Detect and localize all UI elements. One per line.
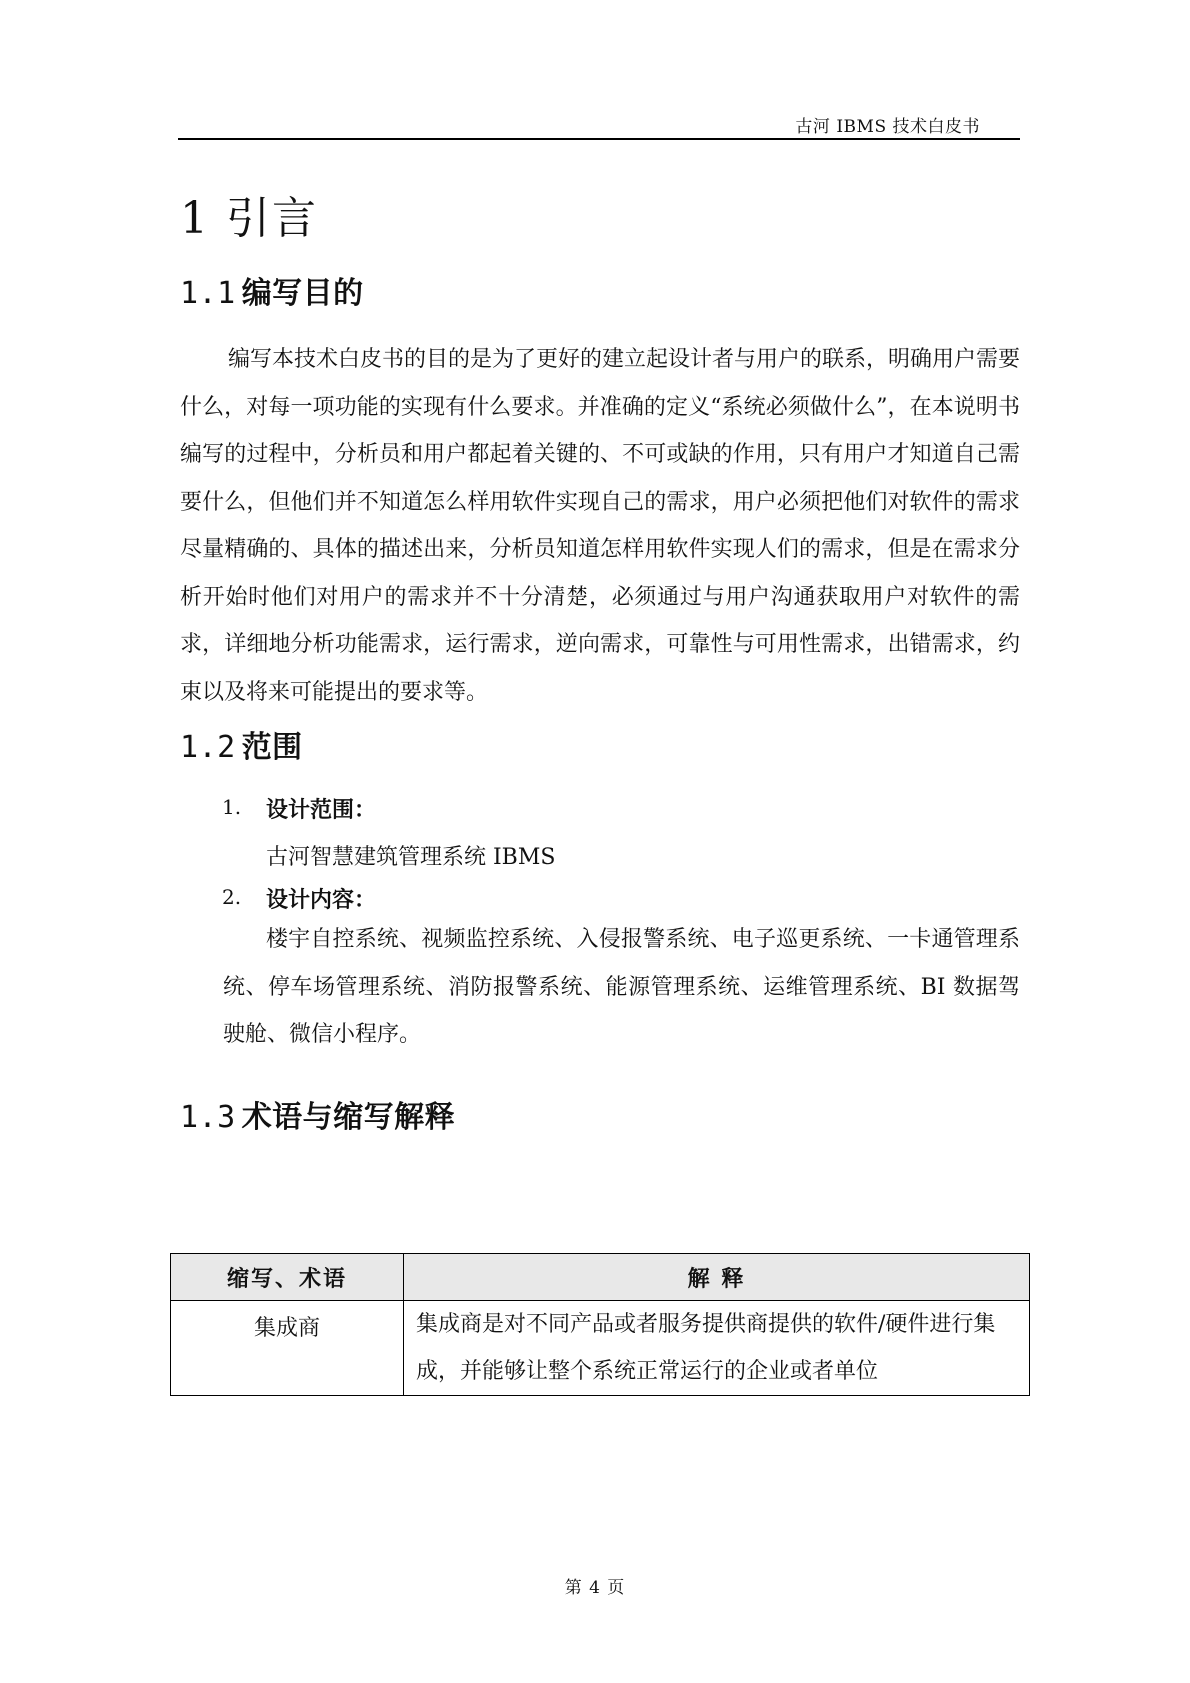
definition-cell: 集成商是对不同产品或者服务提供商提供的软件/硬件进行集成，并能够让整个系统正常运行的企业或者单位 bbox=[404, 1301, 1030, 1396]
header-divider bbox=[178, 138, 1020, 140]
list-item-label: 设计内容： bbox=[266, 888, 377, 913]
column-header-term: 缩写、术语 bbox=[171, 1254, 404, 1301]
terms-table bbox=[170, 1253, 1030, 1396]
section-title: 范围 bbox=[241, 730, 303, 765]
list-item-label: 设计范围： bbox=[266, 798, 377, 823]
section-number: 1.2 bbox=[180, 730, 236, 765]
list-item-text: 古河智慧建筑管理系统 IBMS bbox=[266, 845, 556, 870]
purpose-paragraph: 编写本技术白皮书的目的是为了更好的建立起设计者与用户的联系，明确用户需要什么，对每一项功能的实现有什么要求。并准确的定义“系统必须做什么”，在本说明书编写的过程中，分析员和用户都起着关键的、不可或缺的作用，只有用户才知道自己需要什么，但他们并不知道怎么样用软件实现自己的需求，用户必须把他们对软件的需求尽量精确的、具体的描述出来，分析员知道怎样用软件实现人们的需求，但是在需求分析开始时他们对用户的需求并不十分清楚，必须通过与用户沟通获取用户对软件的需求，详细地分析功能需求，运行需求，逆向需求，可靠性与可用性需求，出错需求，约束以及将来可能提出的要求等。 bbox=[180, 347, 1021, 705]
section-number: 1.1 bbox=[180, 276, 236, 311]
section-title: 编写目的 bbox=[241, 276, 364, 311]
term-cell: 集成商 bbox=[171, 1301, 404, 1396]
table-header-row bbox=[171, 1254, 1030, 1301]
table-row bbox=[171, 1301, 1030, 1396]
section-number: 1.3 bbox=[180, 1100, 236, 1135]
section-heading-1-3 bbox=[180, 1092, 455, 1136]
section-heading-1-1 bbox=[180, 268, 364, 312]
chapter-title: 1 引言 bbox=[180, 193, 318, 244]
running-header: 古河 IBMS 技术白皮书 bbox=[795, 117, 980, 137]
section-heading-1-2 bbox=[180, 722, 303, 766]
list-item-number: 1. bbox=[222, 795, 242, 819]
section-title: 术语与缩写解释 bbox=[241, 1100, 456, 1135]
list-item-text: 楼宇自控系统、视频监控系统、入侵报警系统、电子巡更系统、一卡通管理系统、停车场管理系统、消防报警系统、能源管理系统、运维管理系统、BI 数据驾驶舱、微信小程序。 bbox=[223, 927, 1020, 1047]
column-header-definition: 解 释 bbox=[404, 1254, 1030, 1301]
list-item-number: 2. bbox=[222, 885, 242, 909]
page-number: 第 4 页 bbox=[564, 1578, 626, 1598]
